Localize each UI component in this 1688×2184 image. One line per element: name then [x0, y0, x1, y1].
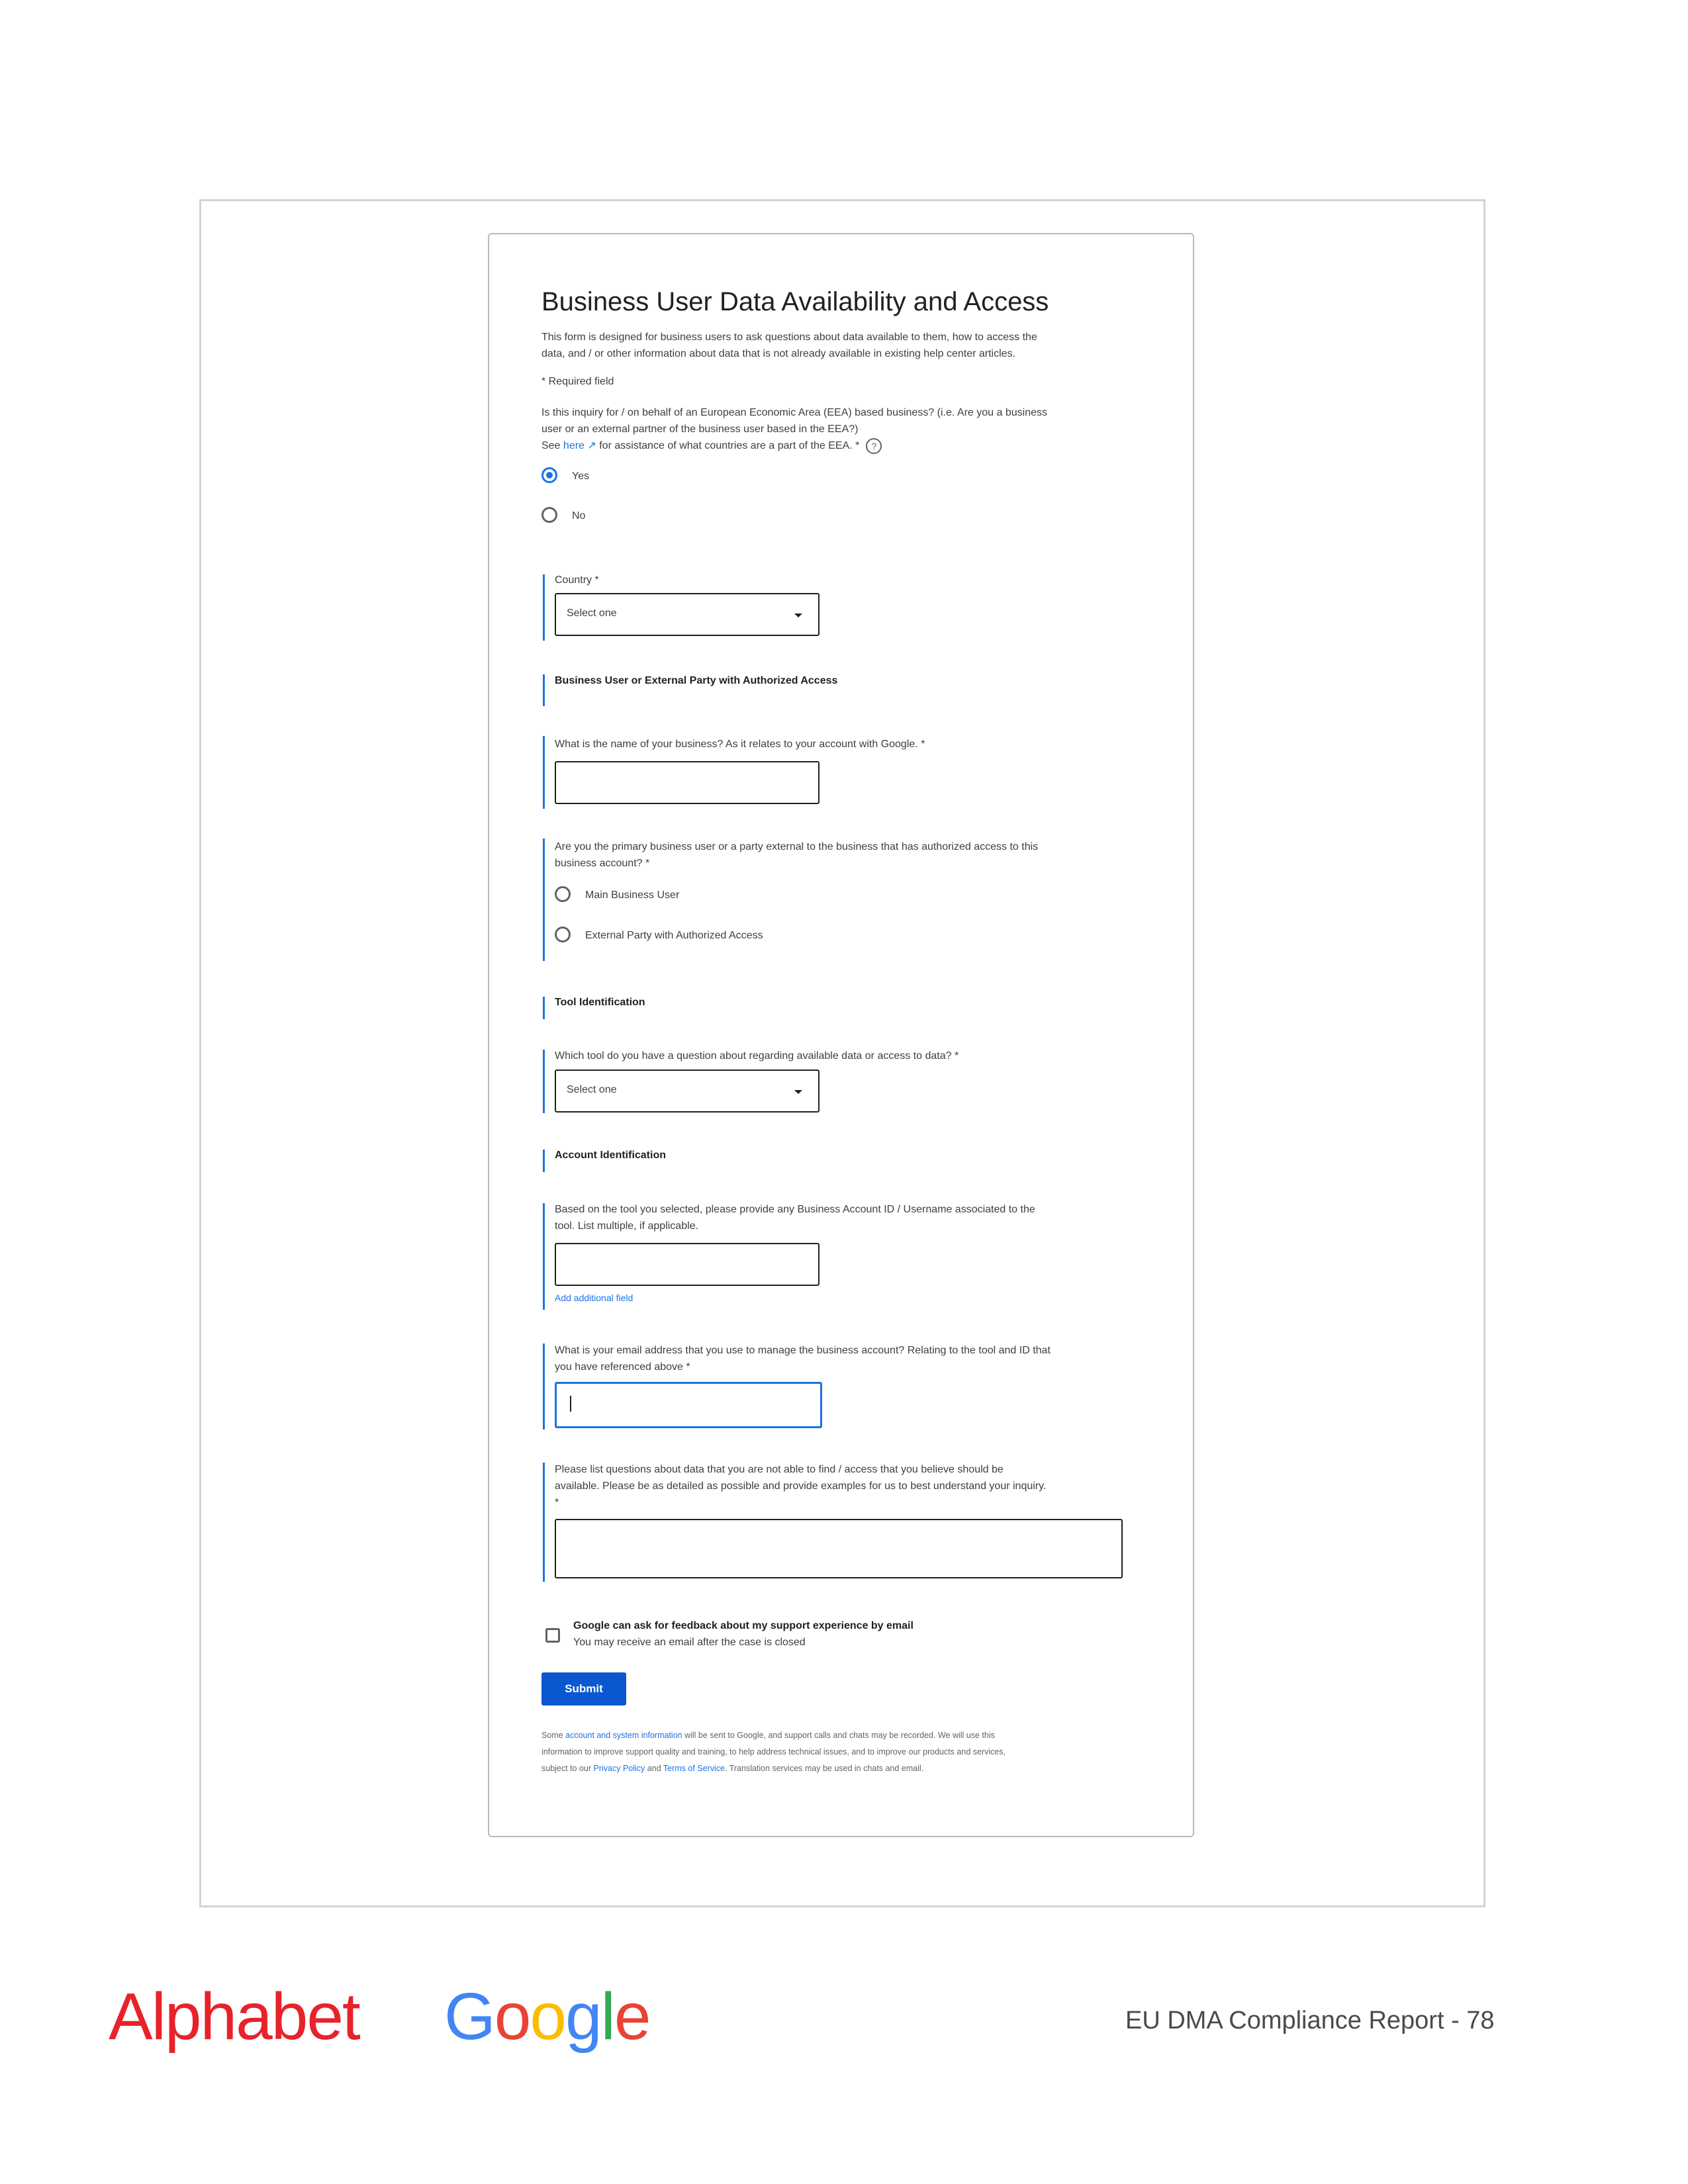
report-page-label: EU DMA Compliance Report - 78	[1125, 2007, 1495, 2034]
eea-see-text: See	[541, 440, 563, 451]
primary-user-label	[555, 839, 1137, 872]
section-bar	[543, 674, 545, 706]
google-logo-letter: e	[614, 1979, 650, 2054]
business-name-label: What is the name of your business? As it relates to your account with Google. *	[555, 739, 925, 750]
questions-label-line-3: *	[555, 1497, 559, 1508]
google-logo-letter: g	[565, 1979, 601, 2054]
account-id-label-line-2: tool. List multiple, if applicable.	[555, 1220, 698, 1232]
google-logo-letter: o	[494, 1979, 530, 2054]
google-logo-letter: l	[600, 1979, 614, 2054]
account-id-input[interactable]	[555, 1243, 820, 1286]
country-label: Country *	[555, 574, 599, 586]
email-label-line-1: What is your email address that you use to manage the business account? Relating to the tool and ID that	[555, 1345, 1051, 1356]
eea-question-line-2: user or an external partner of the business user based in the EEA?)	[541, 424, 859, 435]
section-bar	[543, 1463, 545, 1582]
add-additional-field-link[interactable]: Add additional field	[555, 1293, 633, 1303]
form-card	[488, 233, 1194, 1837]
country-select[interactable]	[555, 593, 820, 636]
section-bar	[543, 997, 545, 1019]
form-intro	[541, 329, 1124, 362]
tool-label: Which tool do you have a question about regarding available data or access to data? *	[555, 1050, 959, 1062]
section-heading-tool: Tool Identification	[555, 997, 645, 1008]
fine-print-text: and	[645, 1764, 663, 1773]
google-logo-letter: G	[444, 1979, 494, 2054]
eea-here-link[interactable]: here ↗	[563, 440, 596, 451]
fine-print-text: . Translation services may be used in chats and email.	[724, 1764, 924, 1773]
tool-select[interactable]	[555, 1069, 820, 1113]
terms-of-service-link[interactable]: Terms of Service	[663, 1764, 725, 1773]
business-name-input[interactable]	[555, 761, 820, 804]
section-bar	[543, 1150, 545, 1172]
section-bar	[543, 1050, 545, 1113]
eea-assist-text: for assistance of what countries are a part of the EEA. *	[596, 440, 860, 451]
questions-label-line-1: Please list questions about data that you are not able to find / access that you believe should be	[555, 1464, 1004, 1475]
feedback-checkbox-sub: You may receive an email after the case is closed	[573, 1637, 806, 1648]
feedback-checkbox[interactable]	[545, 1628, 560, 1643]
fine-print-text: will be sent to Google, and support calls and chats may be recorded. We will use this	[682, 1731, 995, 1740]
radio-yes[interactable]	[541, 467, 557, 483]
radio-main-business-user-label: Main Business User	[585, 889, 680, 901]
email-input[interactable]	[555, 1382, 822, 1428]
radio-no-label: No	[572, 510, 586, 522]
section-bar	[543, 839, 545, 961]
questions-textarea[interactable]	[555, 1519, 1123, 1578]
account-id-label-line-1: Based on the tool you selected, please provide any Business Account ID / Username associated to the	[555, 1204, 1035, 1215]
country-select-value: Select one	[567, 608, 617, 619]
fine-print-text: Some	[541, 1731, 566, 1740]
tool-select-value: Select one	[567, 1084, 617, 1095]
google-logo-letter: o	[530, 1979, 566, 2054]
email-label-line-2: you have referenced above *	[555, 1361, 690, 1373]
radio-no[interactable]	[541, 507, 557, 523]
eea-question-line-1: Is this inquiry for / on behalf of an European Economic Area (EEA) based business? (i.e. Are you a business	[541, 407, 1047, 418]
chevron-down-icon	[794, 1090, 802, 1094]
submit-button[interactable]: Submit	[541, 1672, 626, 1706]
fine-print-line-2: information to improve support quality and training, to help address technical issues, and to improve our products and services,	[541, 1747, 1006, 1756]
required-note: * Required field	[541, 376, 614, 387]
account-info-link[interactable]: account and system information	[565, 1731, 682, 1740]
section-heading-business: Business User or External Party with Authorized Access	[555, 675, 838, 686]
google-logo	[444, 1979, 650, 2055]
radio-external-party-label: External Party with Authorized Access	[585, 930, 763, 941]
alphabet-logo: Alphabet	[109, 1979, 359, 2054]
primary-user-label-line-1: Are you the primary business user or a party external to the business that has authorized access to this	[555, 841, 1039, 852]
intro-line-2: data, and / or other information about data that is not already available in existing help center articles.	[541, 348, 1015, 359]
radio-yes-label: Yes	[572, 471, 590, 482]
intro-line-1: This form is designed for business users to ask questions about data available to them, how to access the	[541, 332, 1037, 343]
fine-print-text: subject to our	[541, 1764, 594, 1773]
radio-external-party[interactable]	[555, 927, 571, 942]
form-title: Business User Data Availability and Access	[541, 287, 1049, 316]
help-icon[interactable]: ?	[866, 438, 882, 454]
privacy-policy-link[interactable]: Privacy Policy	[593, 1764, 645, 1773]
section-heading-account: Account Identification	[555, 1150, 666, 1161]
eea-question	[541, 404, 1124, 454]
section-bar	[543, 1203, 545, 1310]
eea-question-line-3	[541, 437, 1124, 454]
questions-label-line-2: available. Please be as detailed as possible and provide examples for us to best understand your inquiry.	[555, 1480, 1047, 1492]
text-cursor	[570, 1396, 571, 1412]
feedback-checkbox-text	[573, 1617, 914, 1651]
account-id-label	[555, 1201, 1137, 1234]
fine-print-line-3	[541, 1760, 1137, 1777]
chevron-down-icon	[794, 614, 802, 617]
email-label	[555, 1342, 1137, 1375]
questions-label	[555, 1461, 1150, 1511]
fine-print	[541, 1727, 1137, 1777]
section-bar	[543, 1343, 545, 1430]
section-bar	[543, 574, 545, 641]
section-bar	[543, 736, 545, 809]
fine-print-line-1	[541, 1727, 1137, 1744]
primary-user-label-line-2: business account? *	[555, 858, 650, 869]
feedback-checkbox-label: Google can ask for feedback about my support experience by email	[573, 1620, 914, 1631]
radio-main-business-user[interactable]	[555, 886, 571, 902]
